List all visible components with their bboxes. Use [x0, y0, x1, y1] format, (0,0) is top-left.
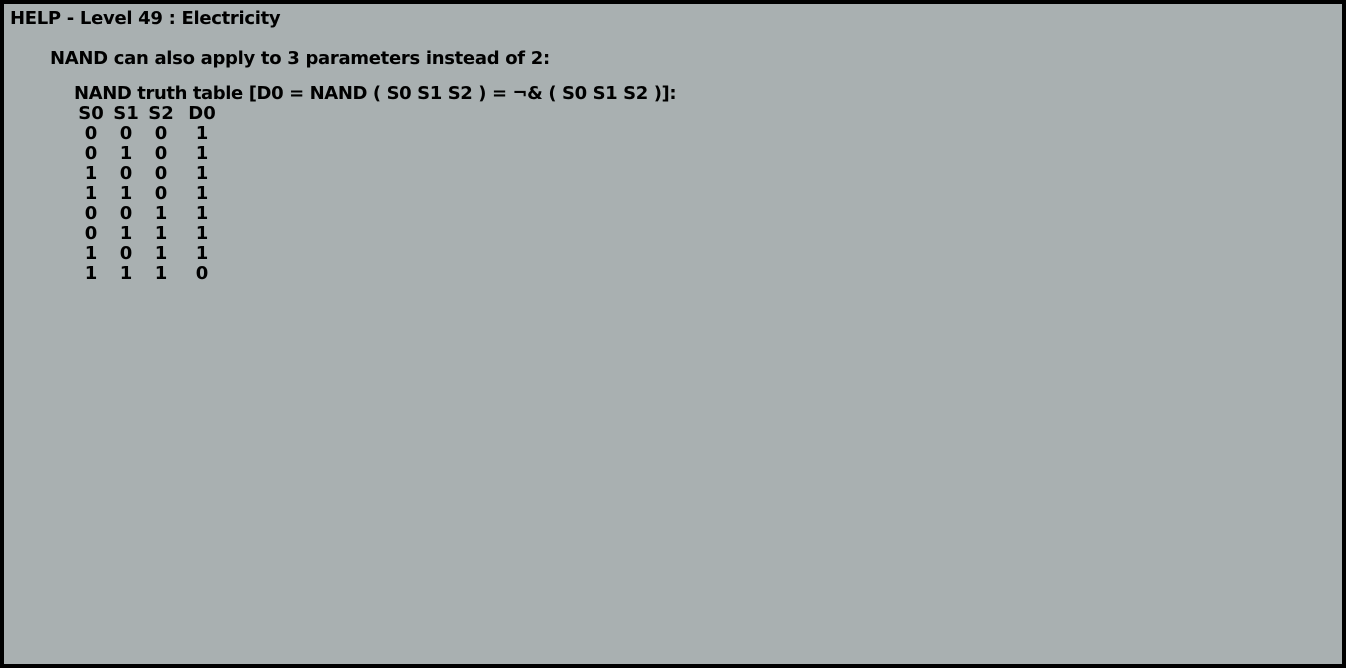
cell-s0: 0	[84, 223, 98, 244]
cell-s1: 1	[119, 143, 133, 164]
help-intro-text: NAND can also apply to 3 parameters instead of 2:	[50, 48, 550, 69]
cell-d0: 1	[195, 163, 209, 184]
cell-d0: 1	[195, 123, 209, 144]
cell-s0: 1	[84, 163, 98, 184]
header-s0: S0	[78, 103, 104, 124]
cell-d0: 0	[195, 263, 209, 284]
cell-d0: 1	[195, 143, 209, 164]
cell-s1: 0	[119, 243, 133, 264]
help-title: HELP - Level 49 : Electricity	[10, 8, 281, 29]
cell-s1: 1	[119, 183, 133, 204]
cell-s1: 0	[119, 123, 133, 144]
cell-s1: 1	[119, 263, 133, 284]
cell-s2: 1	[154, 203, 168, 224]
cell-d0: 1	[195, 183, 209, 204]
cell-s2: 0	[154, 163, 168, 184]
cell-s2: 0	[154, 183, 168, 204]
cell-d0: 1	[195, 223, 209, 244]
cell-d0: 1	[195, 243, 209, 264]
cell-s1: 0	[119, 203, 133, 224]
cell-s0: 0	[84, 203, 98, 224]
cell-d0: 1	[195, 203, 209, 224]
help-panel	[4, 4, 1342, 664]
cell-s2: 0	[154, 143, 168, 164]
cell-s2: 1	[154, 263, 168, 284]
header-s1: S1	[113, 103, 139, 124]
cell-s0: 1	[84, 183, 98, 204]
cell-s0: 1	[84, 243, 98, 264]
header-d0: D0	[188, 103, 216, 124]
cell-s2: 0	[154, 123, 168, 144]
cell-s1: 1	[119, 223, 133, 244]
cell-s1: 0	[119, 163, 133, 184]
cell-s2: 1	[154, 223, 168, 244]
cell-s2: 1	[154, 243, 168, 264]
truth-table-caption: NAND truth table [D0 = NAND ( S0 S1 S2 ) = ¬& ( S0 S1 S2 )]:	[74, 83, 677, 104]
cell-s0: 1	[84, 263, 98, 284]
cell-s0: 0	[84, 143, 98, 164]
header-s2: S2	[148, 103, 174, 124]
cell-s0: 0	[84, 123, 98, 144]
